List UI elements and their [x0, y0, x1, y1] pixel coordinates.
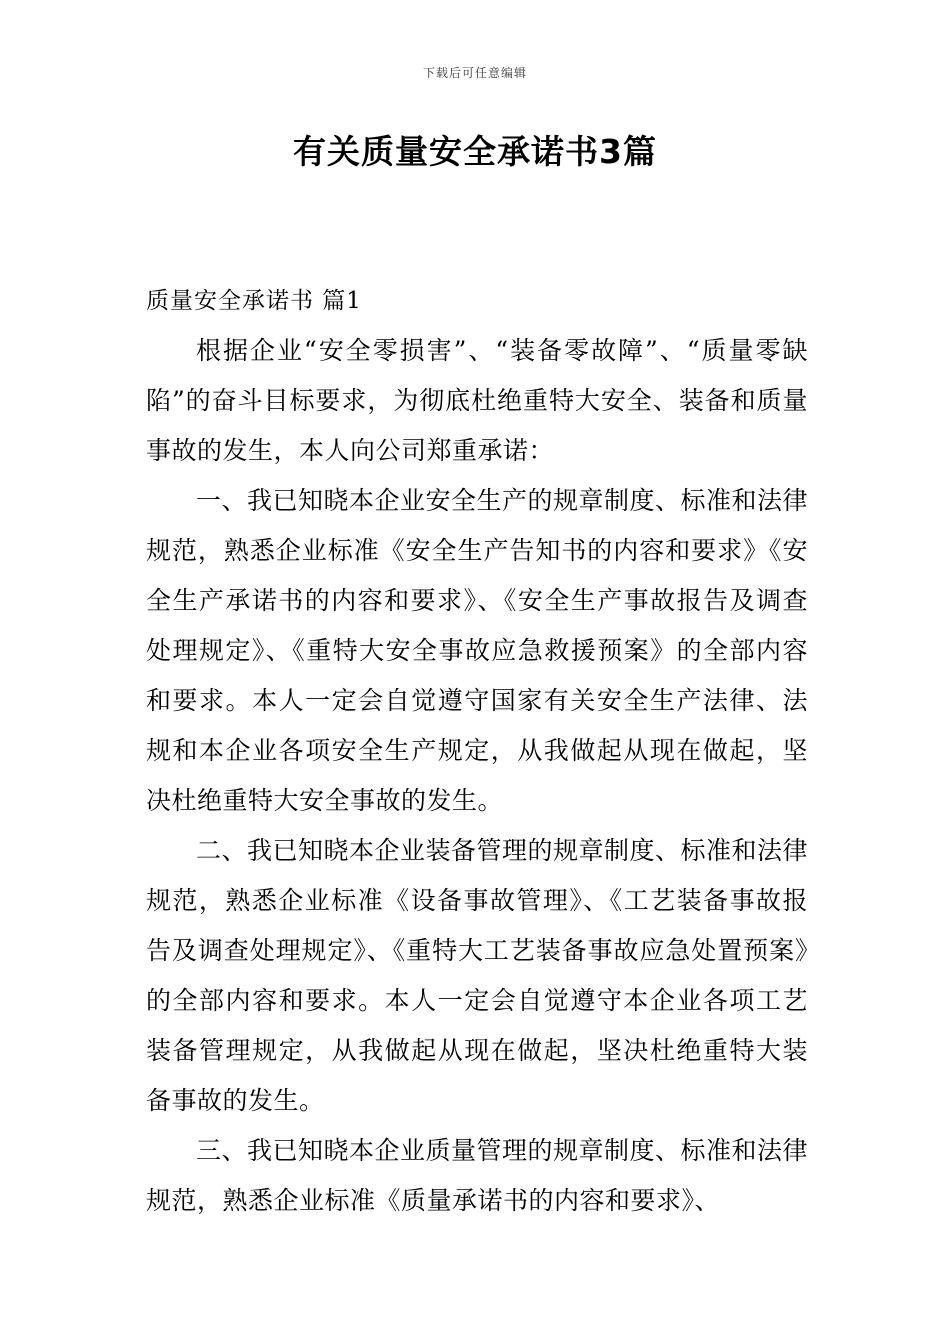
paragraph-equipment: 二、我已知晓本企业装备管理的规章制度、标准和法律规范，熟悉企业标准《设备事故管理》、《工艺装备事故报告及调查处理规定》、《重特大工艺装备事故应急处置预案》的全部内容和要求。本人一定会自觉遵守本企业各项工艺装备管理规定，从我做起从现在做起，坚决杜绝重特大装备事故的发生。 [146, 836, 809, 1115]
paragraph-quality: 三、我已知晓本企业质量管理的规章制度、标准和法律规范，熟悉企业标准《质量承诺书的内容和要求》、 [146, 1136, 809, 1215]
document-title: 有关质量安全承诺书3篇 [293, 132, 657, 171]
paragraph-safety: 一、我已知晓本企业安全生产的规章制度、标准和法律规范，熟悉企业标准《安全生产告知书的内容和要求》《安全生产承诺书的内容和要求》、《安全生产事故报告及调查处理规定》、《重特大安全事故应急救援预案》的全部内容和要求。本人一定会自觉遵守国家有关安全生产法律、法规和本企业各项安全生产规定，从我做起从现在做起，坚决杜绝重特大安全事故的发生。 [146, 486, 809, 815]
section-heading: 质量安全承诺书 篇1 [146, 288, 362, 314]
document-body [146, 326, 808, 1226]
header-note: 下载后可任意编辑 [422, 66, 527, 80]
paragraph-intro: 根据企业“安全零损害”、“装备零故障”、“质量零缺陷”的奋斗目标要求，为彻底杜绝重特大安全、装备和质量事故的发生，本人向公司郑重承诺： [146, 336, 808, 465]
